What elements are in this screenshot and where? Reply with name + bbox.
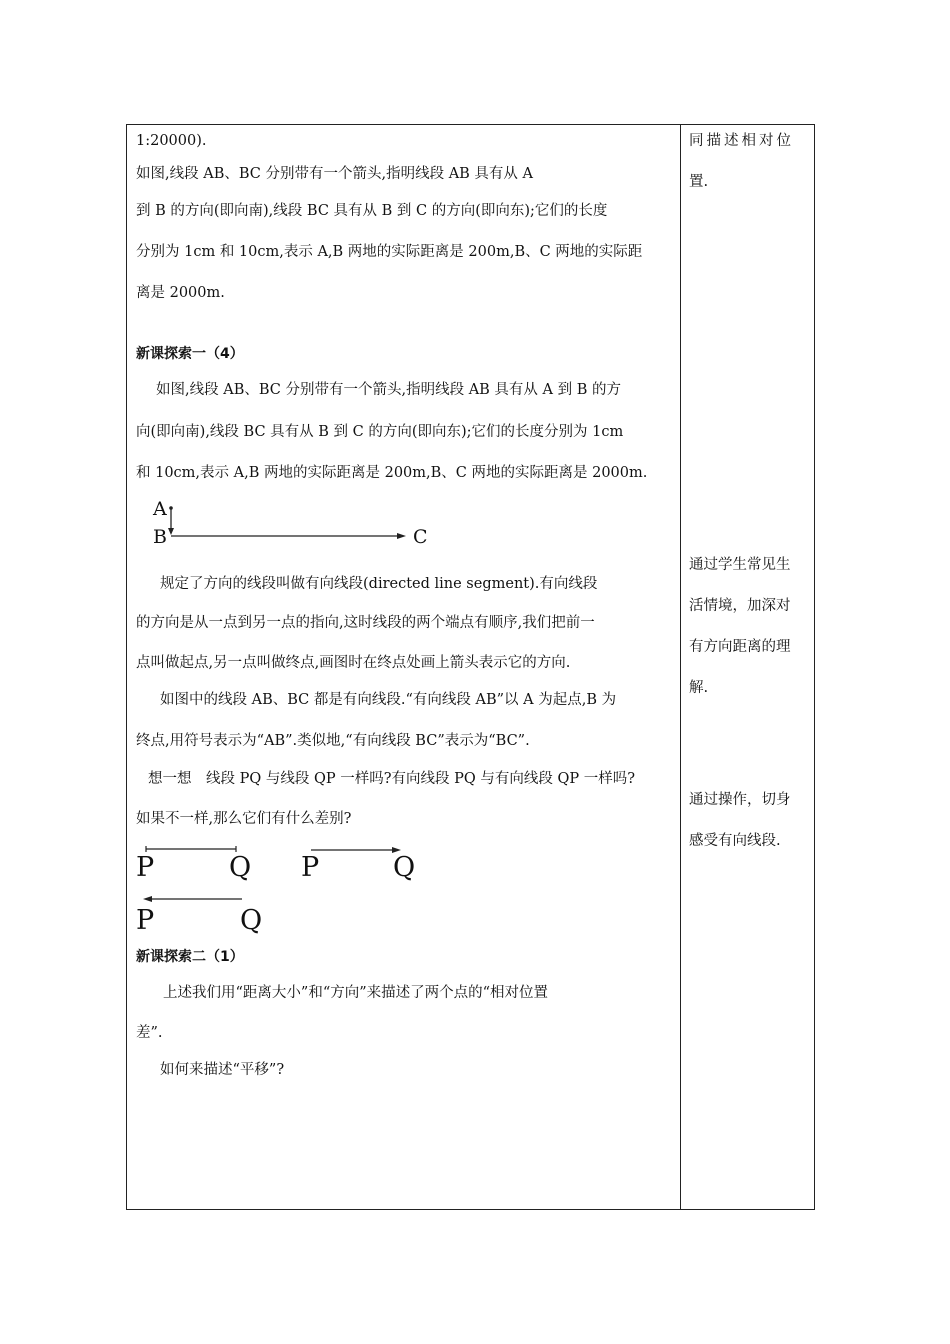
paragraph-line: 1:20000). — [136, 133, 207, 149]
label-p: P — [136, 852, 155, 883]
paragraph-line: 如果不一样,那么它们有什么差别? — [136, 811, 352, 827]
note-line: 通过学生常见生 — [689, 557, 791, 573]
paragraph-line: 的方向是从一点到另一点的指向,这时线段的两个端点有顺序,我们把前一 — [136, 615, 595, 631]
paragraph-line: 想一想 线段 PQ 与线段 QP 一样吗?有向线段 PQ 与有向线段 QP 一样吗? — [148, 771, 635, 787]
note-line: 有方向距离的理 — [689, 639, 791, 655]
arrowhead-ab — [168, 528, 174, 535]
note-line: 活情境，加深对 — [689, 598, 791, 614]
label-p: P — [136, 905, 155, 936]
label-q: Q — [229, 852, 252, 883]
note-line: 解. — [689, 680, 709, 696]
paragraph-line: 终点,用符号表示为“AB”.类似地,“有向线段 BC”表示为“BC”. — [136, 733, 530, 749]
paragraph-line: 规定了方向的线段叫做有向线段(directed line segment).有向线段 — [160, 576, 598, 592]
arrowhead-qp — [143, 896, 152, 902]
paragraph-line: 离是 2000m. — [136, 285, 225, 301]
paragraph-line: 分别为 1cm 和 10cm,表示 A,B 两地的实际距离是 200m,B、C 两地的实际距 — [136, 244, 643, 260]
lesson-table — [126, 124, 815, 1210]
note-line: 通过操作，切身 — [689, 792, 791, 808]
label-q: Q — [393, 852, 416, 883]
paragraph-line: 如何来描述“平移”? — [160, 1062, 285, 1078]
paragraph-line: 差”. — [136, 1025, 163, 1041]
section-heading: 新课探索一（4） — [136, 346, 244, 362]
label-p: P — [301, 852, 320, 883]
arrowhead-bc — [397, 533, 406, 539]
pq-segments-figure — [136, 843, 436, 938]
paragraph-line: 如图中的线段 AB、BC 都是有向线段.“有向线段 AB”以 A 为起点,B 为 — [160, 692, 617, 708]
paragraph-line: 上述我们用“距离大小”和“方向”来描述了两个点的“相对位置 — [163, 985, 549, 1001]
note-line: 同描述相对位 — [689, 133, 794, 149]
note-line: 感受有向线段. — [689, 833, 781, 849]
note-line: 置. — [689, 174, 709, 190]
point-label-a: A — [153, 498, 167, 520]
point-label-c: C — [413, 526, 428, 548]
label-q: Q — [240, 905, 263, 936]
paragraph-line: 向(即向南),线段 BC 具有从 B 到 C 的方向(即向东);它们的长度分别为 1cm — [136, 424, 624, 440]
paragraph-line: 到 B 的方向(即向南),线段 BC 具有从 B 到 C 的方向(即向东);它们的长度 — [136, 203, 608, 219]
paragraph-line: 点叫做起点,另一点叫做终点,画图时在终点处画上箭头表示它的方向. — [136, 655, 571, 671]
paragraph-line: 和 10cm,表示 A,B 两地的实际距离是 200m,B、C 两地的实际距离是 2000m. — [136, 465, 648, 481]
section-heading: 新课探索二（1） — [136, 949, 244, 965]
paragraph-line: 如图,线段 AB、BC 分别带有一个箭头,指明线段 AB 具有从 A 到 B 的方 — [156, 382, 621, 398]
column-divider — [680, 125, 681, 1209]
paragraph-line: 如图,线段 AB、BC 分别带有一个箭头,指明线段 AB 具有从 A — [136, 166, 534, 182]
point-label-b: B — [153, 526, 167, 548]
directed-segments-figure — [136, 493, 436, 553]
